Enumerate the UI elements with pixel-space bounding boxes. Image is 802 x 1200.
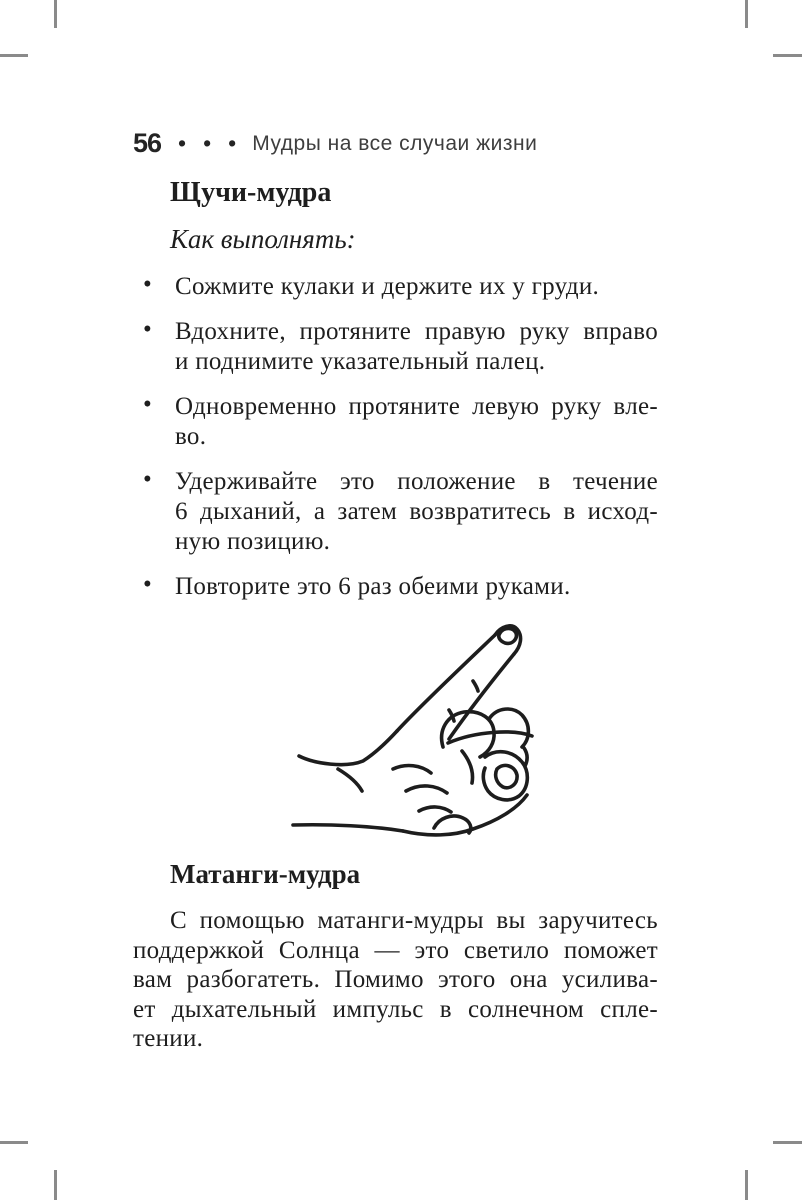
text-line: во.	[175, 423, 207, 450]
bullet-marker-icon: •	[143, 271, 152, 298]
text-line: Повторите это 6 раз обеими руками.	[175, 573, 571, 600]
palm-crease	[406, 786, 447, 793]
text-line: Удерживайте это положение в течение	[175, 468, 658, 495]
crop-mark-top-left-vertical	[54, 0, 57, 28]
page-number: 56	[133, 128, 162, 158]
text-line: Вдохните, протяните правую руку вправо	[175, 318, 658, 345]
pointing-hand-illustration	[276, 620, 568, 850]
crop-mark-bottom-right-horizontal	[773, 1141, 802, 1144]
index-base-crease	[462, 751, 473, 783]
bullet-item	[133, 317, 658, 377]
crop-mark-bottom-right-vertical	[745, 1170, 748, 1200]
crop-mark-bottom-left-horizontal	[0, 1141, 28, 1144]
crop-mark-bottom-left-vertical	[54, 1170, 57, 1200]
crop-mark-top-left-horizontal	[0, 54, 28, 57]
thumb-nail	[496, 765, 517, 787]
text-line: ет дыхательный импульс в солнечном спле-	[133, 995, 658, 1023]
bullet-text	[175, 572, 658, 602]
bullet-marker-icon: •	[143, 571, 152, 598]
text-line: вам разбогатеть. Помимо этого она усилива-	[133, 966, 658, 993]
running-head	[133, 130, 537, 157]
text-line: С помощью матанги-мудры вы заручитесь	[170, 907, 658, 934]
text-line: поддержкой Солнца — это светило поможет	[133, 936, 658, 964]
finger-web-line	[448, 732, 532, 743]
bullet-marker-icon: •	[143, 466, 152, 493]
index-finger-lower-edge	[449, 654, 514, 739]
section-heading-shchuchi-mudra: Щучи-мудра	[170, 177, 332, 208]
bullet-text	[175, 392, 658, 452]
bullet-item	[133, 392, 658, 452]
bullet-list	[133, 272, 658, 617]
bullet-item	[133, 572, 658, 602]
separator-dot-icon: •	[228, 130, 237, 156]
text-line: Сожмите кулаки и держите их у груди.	[175, 273, 600, 300]
finger-crease-tick	[473, 681, 478, 691]
wrist-crease	[338, 769, 362, 791]
index-fingernail	[499, 629, 517, 644]
crop-mark-top-right-vertical	[745, 0, 748, 28]
palm-crease	[419, 807, 451, 812]
matangi-paragraph	[133, 906, 658, 1054]
bullet-marker-icon: •	[143, 391, 152, 418]
bullet-marker-icon: •	[143, 316, 152, 343]
text-line: 6 дыханий, а затем возвратитесь в исход-	[175, 498, 658, 525]
text-line: и поднимите указательный палец.	[175, 348, 546, 375]
bullet-text	[175, 317, 658, 377]
text-line: Одновременно протяните левую руку вле-	[175, 393, 658, 420]
bullet-item	[133, 272, 658, 302]
separator-dot-icon: •	[203, 130, 212, 156]
bullet-text	[175, 467, 658, 557]
book-title: Мудры на все случаи жизни	[252, 132, 538, 155]
text-line: ную позицию.	[175, 528, 331, 555]
crop-mark-top-right-horizontal	[773, 54, 802, 57]
text-line: тении.	[133, 1025, 204, 1052]
wrist-bottom-line	[293, 825, 403, 831]
thumb-outline	[483, 752, 527, 800]
separator-dot-icon: •	[178, 130, 187, 156]
bullet-text	[175, 272, 658, 302]
bullet-item	[133, 467, 658, 557]
palm-crease	[393, 766, 431, 773]
index-finger-upper-edge	[397, 635, 495, 731]
section-heading-matangi-mudra: Матанги-мудра	[170, 859, 361, 889]
hand-left-contour-and-wrist-top	[299, 731, 397, 765]
how-to-perform-label: Как выполнять:	[170, 224, 356, 254]
